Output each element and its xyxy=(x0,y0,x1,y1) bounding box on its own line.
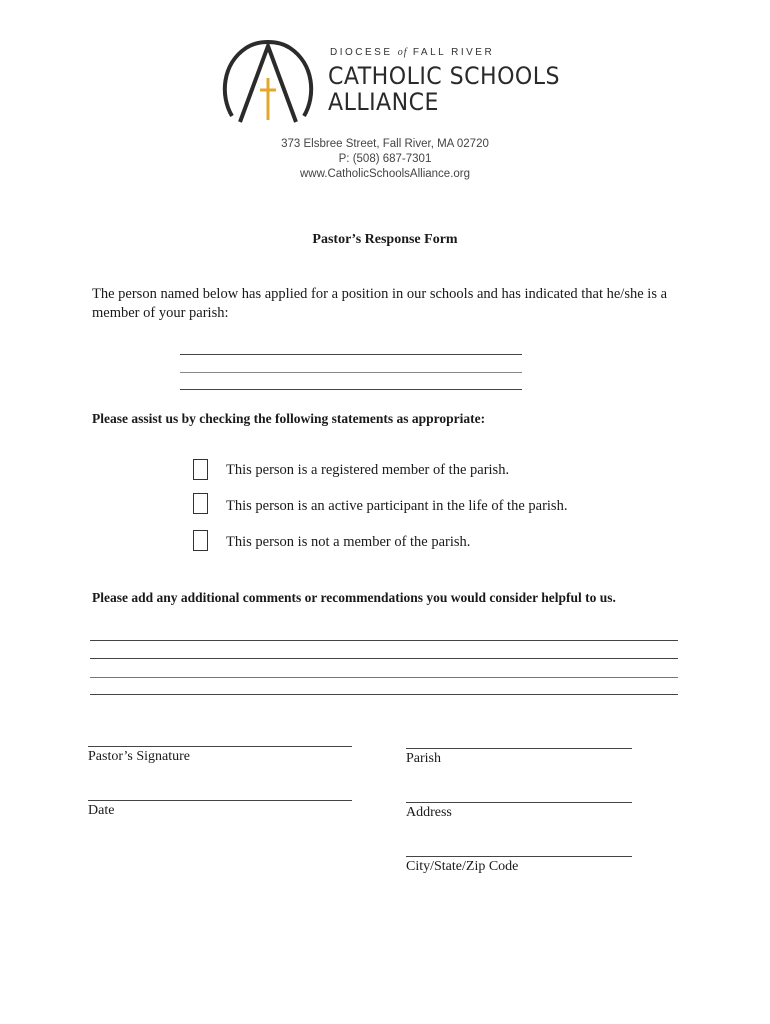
date-line[interactable] xyxy=(88,800,352,801)
city-state-zip-line[interactable] xyxy=(406,856,632,857)
registered-member-checkbox[interactable] xyxy=(193,459,208,480)
statement-label: This person is a registered member of the parish. xyxy=(226,462,510,478)
comment-line[interactable] xyxy=(90,694,678,695)
intro-paragraph: The person named below has applied for a position in our schools and has indicated that he/she is a member of your parish: xyxy=(92,286,668,321)
date-label: Date xyxy=(88,803,115,818)
comment-line[interactable] xyxy=(90,677,678,678)
form-title: Pastor’s Response Form xyxy=(312,232,458,247)
address-line[interactable] xyxy=(406,802,632,803)
applicant-name-line[interactable] xyxy=(180,354,522,355)
not-member-checkbox[interactable] xyxy=(193,530,208,551)
diocese-label: DIOCESE of FALL RIVER xyxy=(330,47,495,58)
active-participant-checkbox[interactable] xyxy=(193,493,208,514)
parish-line[interactable] xyxy=(406,748,632,749)
alliance-logo-icon xyxy=(218,38,318,124)
statement-label: This person is not a member of the parish. xyxy=(226,534,471,550)
statements-heading: Please assist us by checking the following statements as appropriate: xyxy=(92,411,486,426)
address-label: Address xyxy=(406,805,452,820)
statement-label: This person is an active participant in the life of the parish. xyxy=(226,498,568,514)
org-name-line2: ALLIANCE xyxy=(328,88,439,116)
parish-label: Parish xyxy=(406,751,441,766)
pastor-signature-label: Pastor’s Signature xyxy=(88,749,191,764)
contact-phone: P: (508) 687-7301 xyxy=(338,153,432,165)
pastor-signature-line[interactable] xyxy=(88,746,352,747)
applicant-name-line[interactable] xyxy=(180,372,522,373)
applicant-name-line[interactable] xyxy=(180,389,522,390)
comment-line[interactable] xyxy=(90,640,678,641)
comments-heading: Please add any additional comments or recommendations you would consider helpful to us. xyxy=(92,590,616,605)
contact-website: www.CatholicSchoolsAlliance.org xyxy=(299,168,471,180)
org-name-line1: CATHOLIC SCHOOLS xyxy=(328,62,560,90)
contact-address: 373 Elsbree Street, Fall River, MA 02720 xyxy=(281,138,489,150)
city-state-zip-label: City/State/Zip Code xyxy=(406,859,519,874)
comment-line[interactable] xyxy=(90,658,678,659)
